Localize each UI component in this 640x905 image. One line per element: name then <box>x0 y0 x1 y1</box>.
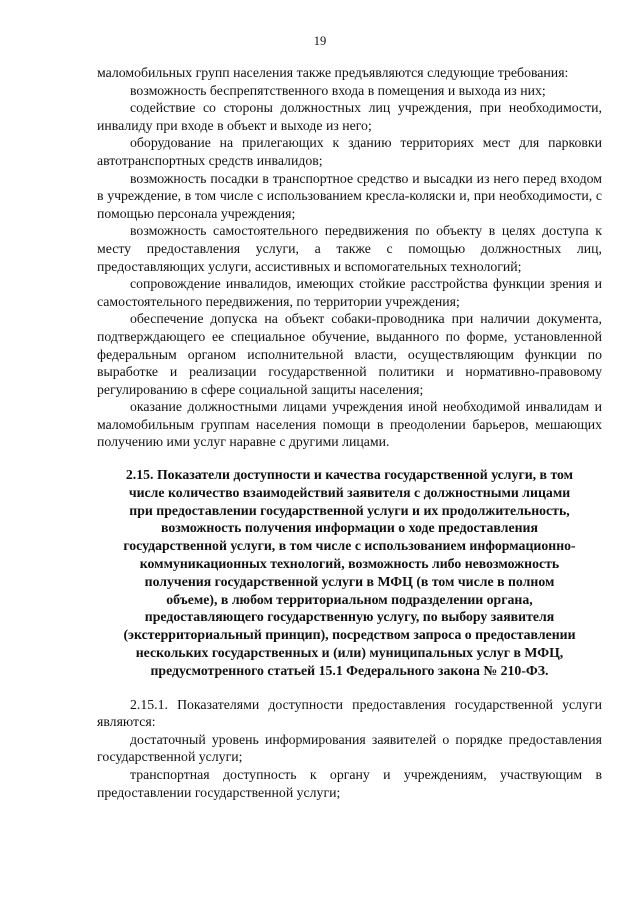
section-heading <box>97 466 602 680</box>
document-body <box>97 64 602 801</box>
paragraph: возможность посадки в транспортное средство и высадки из него перед входом в учреждение, в том числе с использованием кресла-коляски и, при необходимости, с помощью персонала учреждения; <box>97 170 602 221</box>
paragraph: 2.15.1. Показателями доступности предоставления государственной услуги являются: <box>97 696 602 730</box>
heading-line: нескольких государственных и (или) муниципальных услуг в МФЦ, <box>135 645 564 661</box>
paragraph: достаточный уровень информирования заявителей о порядке предоставления государственной услуги; <box>97 731 602 765</box>
heading-line: числе количество взаимодействий заявителя с должностными лицами <box>128 484 571 500</box>
heading-line: государственной услуги, в том числе с использованием информационно- <box>123 538 576 554</box>
heading-line: предоставляющего государственную услугу, по выбору заявителя <box>144 609 555 625</box>
heading-line: получения государственной услуги в МФЦ (в том числе в полном <box>144 573 555 589</box>
paragraph: маломобильных групп населения также предъявляются следующие требования: <box>97 65 569 80</box>
heading-line: коммуникационных технологий, возможность либо невозможность <box>139 556 560 572</box>
paragraph: обеспечение допуска на объект собаки-проводника при наличии документа, подтверждающего ее специальное обучение, выданного по форме, установленной федеральным органом исполнительной власти, осуществляющим функции по выработке и реализации государственной политики и нормативно-правовому регулированию в сфере социальной защиты населения; <box>97 311 602 397</box>
paragraph: транспортная доступность к органу и учреждениям, участвующим в предоставлении государственной услуги; <box>97 767 602 800</box>
paragraph: сопровождение инвалидов, имеющих стойкие расстройства функции зрения и самостоятельного передвижения, по территории учреждения; <box>97 276 602 309</box>
paragraph: оказание должностными лицами учреждения иной необходимой инвалидам и маломобильным группам населения помощи в преодолении барьеров, мешающих получению ими услуг наравне с другими лицами. <box>97 399 602 450</box>
page-number: 19 <box>313 34 327 48</box>
paragraph: возможность беспрепятственного входа в помещения и выхода из них; <box>130 82 546 98</box>
heading-line: объеме), в любом территориальном подразделении органа, <box>166 591 533 607</box>
paragraph: содействие со стороны должностных лиц учреждения, при необходимости, инвалиду при входе в объект и выходе из него; <box>97 100 602 133</box>
heading-line: возможность получения информации о ходе предоставления <box>161 520 538 536</box>
requirements-list <box>97 64 602 451</box>
paragraph: возможность самостоятельного передвижения по объекту в целях доступа к месту предоставления услуги, а также с помощью должностных лиц, предоставляющих услуги, ассистивных и вспомогательных технологий; <box>97 223 602 274</box>
heading-line: (экстерриториальный принцип), посредством запроса о предоставлении <box>123 627 576 643</box>
heading-line: при предоставлении государственной услуги и их продолжительность, <box>129 502 570 518</box>
paragraph: оборудование на прилегающих к зданию территориях мест для парковки автотранспортных средств инвалидов; <box>97 135 602 168</box>
heading-line: 2.15. Показатели доступности и качества государственной услуги, в том <box>125 467 574 483</box>
accessibility-indicators <box>97 696 602 802</box>
heading-line: предусмотренного статьей 15.1 Федерального закона № 210-ФЗ. <box>150 662 549 678</box>
